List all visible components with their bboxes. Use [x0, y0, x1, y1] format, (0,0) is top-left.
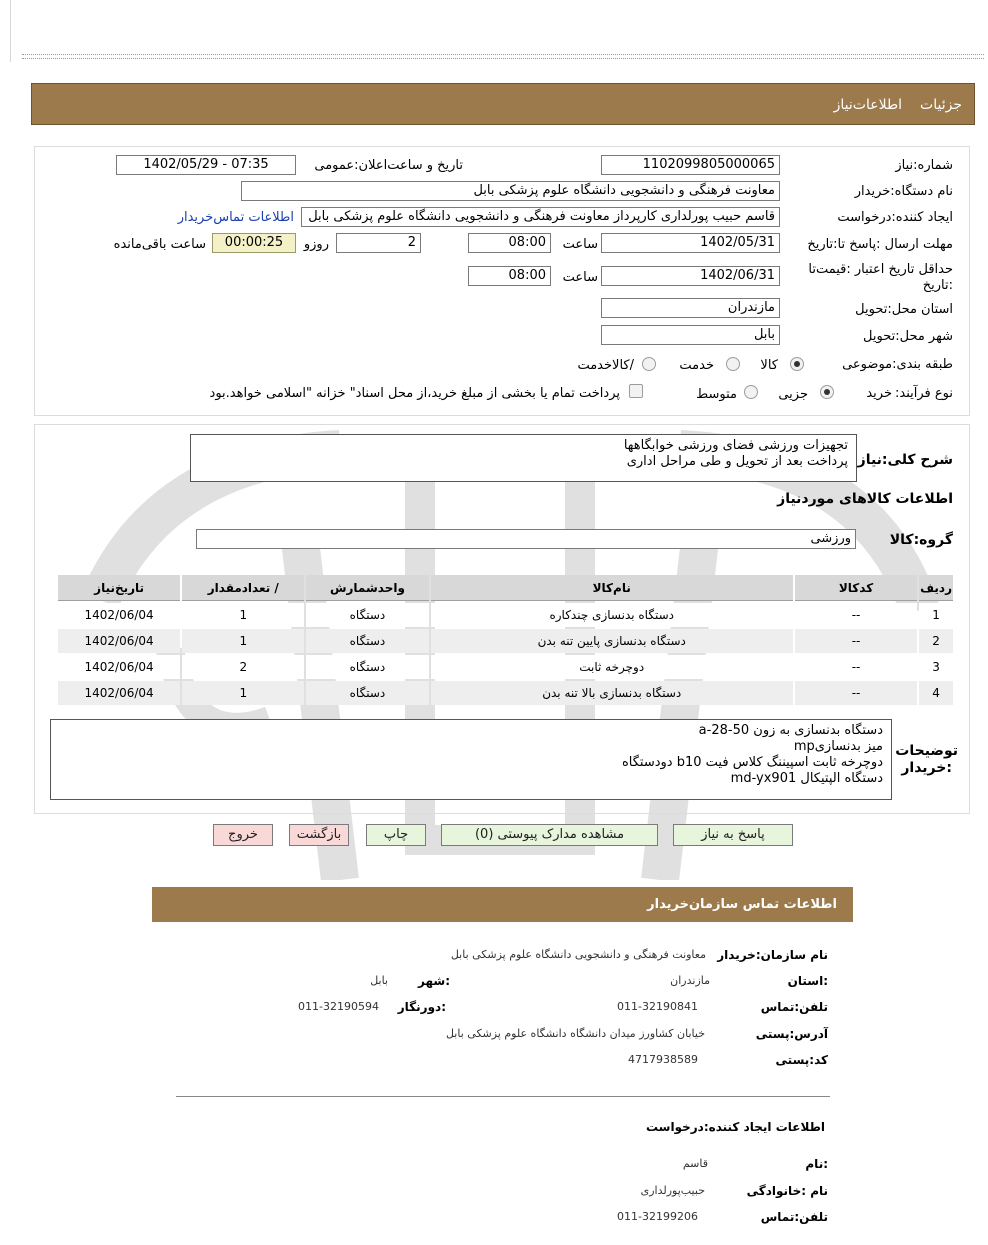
cell-name: دستگاه بدنسازی بالا تنه بدن [431, 681, 793, 705]
buyer-contact-link[interactable]: اطلاعات تماس‌خریدار [177, 210, 294, 225]
process-minor-radio[interactable] [820, 385, 834, 399]
creator-field[interactable]: قاسم حبیب پورلداری کارپرداز معاونت فرهنگی و دانشجویی دانشگاه علوم پزشکی بابل [301, 207, 780, 227]
goods-group-label: گروه:کالا [889, 532, 953, 548]
header-bar [31, 83, 975, 125]
cell-quantity: 1 [182, 681, 304, 705]
goods-table [56, 573, 955, 707]
buyer-contact-bar [152, 887, 853, 922]
category-service-label: خدمت [679, 358, 714, 373]
province-label: استان محل:تحویل [855, 302, 953, 317]
table-row [58, 603, 953, 627]
org-name-label: نام سازمان:خریدار [717, 948, 828, 962]
deadline-time-field[interactable]: 08:00 [468, 233, 551, 253]
province-field[interactable]: مازندران [601, 298, 780, 318]
contact-phone-label: تلفن:تماس [760, 1000, 828, 1014]
process-medium-radio[interactable] [744, 385, 758, 399]
city-field[interactable]: بابل [601, 325, 780, 345]
need-number-label: شماره:نیاز [895, 158, 953, 173]
remaining-time-label: ساعت باقی‌مانده [113, 237, 206, 252]
buyer-notes-line-3: دوچرخه ثابت اسپیننگ کلاس فیت b10 دودستگاه [621, 755, 883, 770]
creator-info-title: اطلاعات ایجاد کننده:درخواست [645, 1120, 825, 1134]
contact-province-label: :استان [787, 974, 828, 988]
contact-postal-label: کد:پستی [775, 1053, 828, 1067]
creator-family-value: حبیب‌پورلداری [640, 1184, 705, 1197]
contact-divider [176, 1096, 830, 1097]
cell-need-date: 1402/06/04 [58, 681, 180, 705]
print-button[interactable]: چاپ [366, 824, 426, 846]
creator-name-value: قاسم [682, 1157, 708, 1170]
cell-row: 4 [919, 681, 953, 705]
treasury-payment-checkbox[interactable] [629, 384, 643, 398]
cell-quantity: 1 [182, 603, 304, 627]
contact-fax-value: 011-32190594 [298, 1000, 379, 1013]
cell-unit: دستگاه [306, 603, 428, 627]
creator-name-label: :نام [805, 1157, 828, 1171]
cell-row: 2 [919, 629, 953, 653]
contact-fax-label: :دورنگار [397, 1000, 446, 1014]
goods-info-title: اطلاعات کالاهای موردنیاز [777, 491, 953, 507]
category-goods-radio[interactable] [790, 357, 804, 371]
contact-phone-value: 011-32190841 [617, 1000, 698, 1013]
cell-unit: دستگاه [306, 681, 428, 705]
category-service-radio[interactable] [726, 357, 740, 371]
contact-address-label: آدرس:پستی [755, 1027, 828, 1041]
cell-code: -- [795, 629, 917, 653]
back-button[interactable]: بازگشت [289, 824, 349, 846]
buyer-notes-label-line-1: توضیحات [895, 743, 958, 759]
cell-code: -- [795, 681, 917, 705]
cell-unit: دستگاه [306, 629, 428, 653]
creator-phone-label: تلفن:تماس [760, 1210, 828, 1224]
cell-unit: دستگاه [306, 655, 428, 679]
category-goods-service-radio[interactable] [642, 357, 656, 371]
process-label: نوع فرآیند: [895, 386, 953, 401]
buyer-notes-textbox [50, 719, 892, 800]
cell-name: دوچرخه ثابت [431, 655, 793, 679]
view-attachments-button[interactable]: مشاهده مدارک پیوستی (0) [441, 824, 658, 846]
validity-time-label: ساعت [562, 270, 598, 285]
reply-button[interactable]: پاسخ به نیاز [673, 824, 793, 846]
col-unit: واحدشمارش [306, 575, 428, 601]
category-goods-label: کالا [760, 358, 778, 373]
buyer-label: نام دستگاه:خریدار [854, 184, 953, 199]
cell-row: 3 [919, 655, 953, 679]
cell-need-date: 1402/06/04 [58, 655, 180, 679]
cell-need-date: 1402/06/04 [58, 629, 180, 653]
creator-label: ایجاد کننده:درخواست [837, 210, 953, 225]
need-number-field[interactable]: 1102099805000065 [601, 155, 780, 175]
contact-province-value: مازندران [670, 974, 710, 987]
summary-textbox [190, 434, 857, 482]
buyer-notes-label-line-2: :خریدار [901, 760, 952, 776]
left-border-line [10, 0, 11, 62]
buyer-field[interactable]: معاونت فرهنگی و دانشجویی دانشگاه علوم پزشکی بابل [241, 181, 780, 201]
cell-code: -- [795, 655, 917, 679]
tab-need-info[interactable]: اطلاعات‌نیاز [833, 97, 902, 113]
buyer-notes-line-2: میز بدنسازیmp [793, 739, 883, 754]
buyer-notes-line-4: دستگاه الپتیکال md-yx901 [730, 771, 883, 786]
tab-details[interactable]: جزئیات [920, 97, 962, 113]
city-label: شهر محل:تحویل [863, 329, 953, 344]
deadline-label: مهلت ارسال :پاسخ تا:تاریخ [807, 237, 953, 252]
buyer-contact-title: اطلاعات تماس سازمان‌خریدار [647, 897, 837, 912]
creator-phone-value: 011-32199206 [617, 1210, 698, 1223]
col-row: ردیف [919, 575, 953, 601]
contact-city-value: بابل [370, 974, 388, 987]
cell-code: -- [795, 603, 917, 627]
contact-city-label: :شهر [418, 974, 450, 988]
category-label: طبقه بندی:موضوعی [842, 357, 953, 372]
deadline-date-field[interactable]: 1402/05/31 [601, 233, 780, 253]
days-label: روزو [303, 237, 329, 252]
buyer-notes-line-1: دستگاه بدنسازی به زون 50-28-a [698, 723, 883, 738]
top-separator [22, 54, 984, 59]
col-quantity: / تعدادمقدار [182, 575, 304, 601]
remaining-time-field: 00:00:25 [212, 233, 296, 253]
category-goods-service-label: /کالاخدمت [577, 358, 634, 373]
cell-name: دستگاه بدنسازی پایین تنه بدن [431, 629, 793, 653]
col-need-date: تاریخ‌نیاز [58, 575, 180, 601]
summary-line-2: پرداخت بعد از تحویل و طی مراحل اداری [626, 454, 848, 469]
process-minor-label: جزیی [778, 387, 808, 402]
org-name-value: معاونت فرهنگی و دانشجویی دانشگاه علوم پزشکی بابل [450, 948, 706, 961]
col-name: نام‌کالا [431, 575, 793, 601]
exit-button[interactable]: خروج [213, 824, 273, 846]
process-medium-label: متوسط [696, 387, 737, 402]
contact-postal-value: 4717938589 [628, 1053, 698, 1066]
validity-time-field[interactable]: 08:00 [468, 266, 551, 286]
cell-quantity: 1 [182, 629, 304, 653]
cell-name: دستگاه بدنسازی چندکاره [431, 603, 793, 627]
table-row [58, 629, 953, 653]
process-buy-label: خرید [866, 386, 892, 401]
summary-label: شرح کلی:نیاز [857, 452, 953, 468]
announce-label: تاریخ و ساعت‌اعلان:عمومی [314, 158, 463, 173]
col-code: کدکالا [795, 575, 917, 601]
table-row [58, 681, 953, 705]
validity-date-field[interactable]: 1402/06/31 [601, 266, 780, 286]
contact-address-value: خیابان کشاورز میدان دانشگاه دانشگاه علوم پزشکی بابل [445, 1027, 705, 1040]
summary-line-1: تجهیزات ورزشی فضای ورزشی خوابگاهها [623, 438, 848, 453]
goods-table-header [58, 575, 953, 601]
deadline-time-label: ساعت [562, 237, 598, 252]
cell-row: 1 [919, 603, 953, 627]
cell-need-date: 1402/06/04 [58, 603, 180, 627]
days-field[interactable]: 2 [336, 233, 421, 253]
treasury-payment-text: پرداخت تمام یا بخشی از مبلغ خرید،از محل اسناد" خزانه "اسلامی خواهد.بود [209, 386, 620, 401]
validity-label: حداقل تاریخ اعتبار :قیمت‌تا :تاریخ [808, 262, 953, 293]
goods-group-field[interactable]: ورزشی [196, 529, 856, 549]
cell-quantity: 2 [182, 655, 304, 679]
table-row [58, 655, 953, 679]
buyer-notes-label [895, 743, 958, 777]
creator-family-label: نام :خانوادگی [746, 1184, 828, 1198]
announce-field[interactable]: 1402/05/29 - 07:35 [116, 155, 296, 175]
